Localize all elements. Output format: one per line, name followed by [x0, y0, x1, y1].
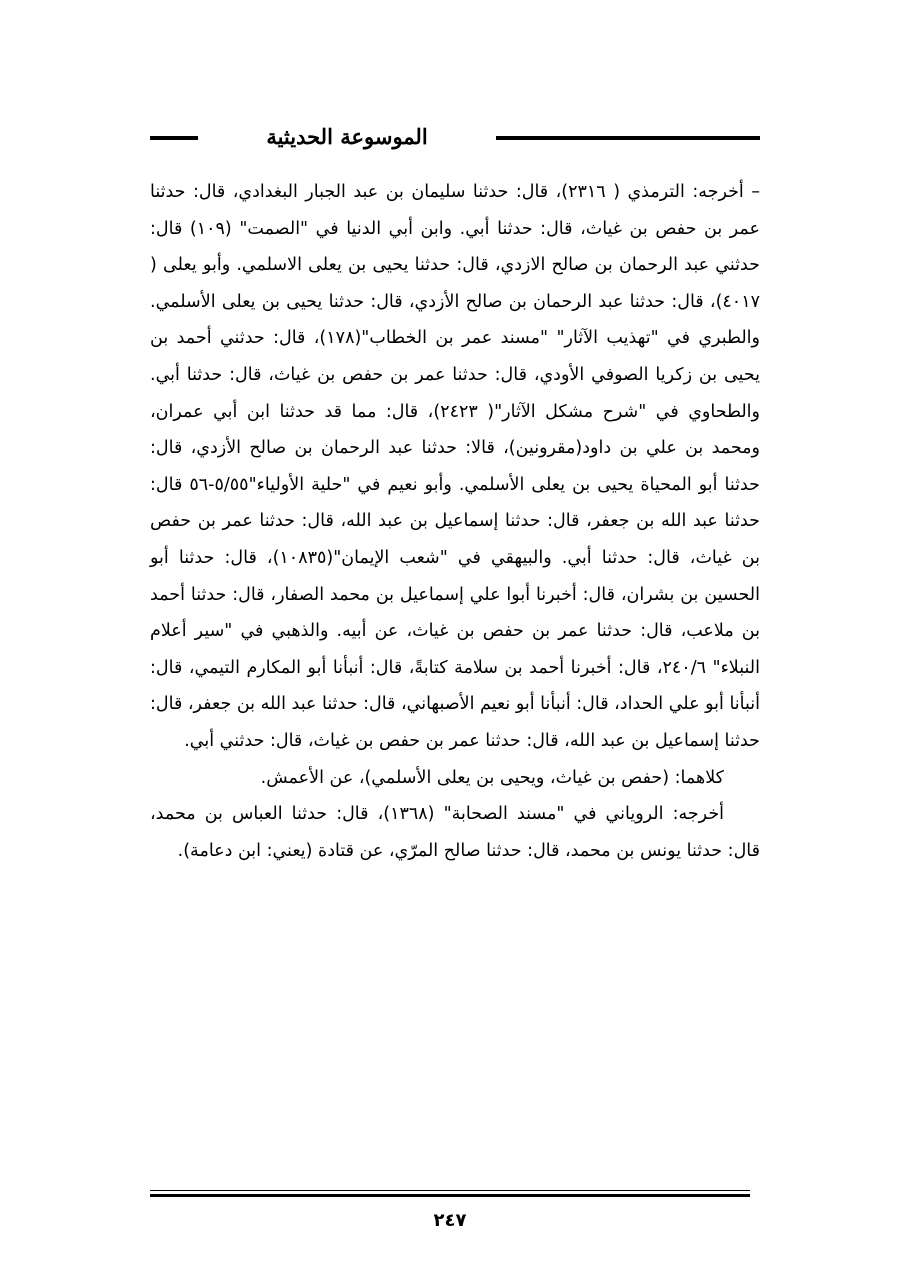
book-title: الموسوعة الحديثية [266, 124, 428, 149]
footer-rule [150, 1190, 750, 1197]
page-body [150, 174, 760, 869]
paragraph-takhrij-2: أخرجه: الروياني في "مسند الصحابة" (١٣٦٨)، قال: حدثنا العباس بن محمد، قال: حدثنا يونس بن محمد، قال: حدثنا صالح المرّي، عن قتادة (يعني: ابن دعامة). [150, 804, 760, 861]
header-rule-right [496, 136, 760, 140]
page-number: ٢٤٧ [433, 1210, 467, 1231]
header-rule-left [150, 136, 198, 140]
paragraph-summary: كلاهما: (حفص بن غياث، ويحيى بن يعلى الأسلمي)، عن الأعمش. [260, 767, 724, 788]
running-header [150, 118, 760, 158]
paragraph-takhrij-1: – أخرجه: الترمذي ( ٢٣١٦)، قال: حدثنا سليمان بن عبد الجبار البغدادي، قال: حدثنا عمر بن حفص بن غياث، قال: حدثنا أبي. وابن أبي الدنيا في "الصمت" (١٠٩) قال: حدثني عبد الرحمان بن صالح الازدي، قال: حدثنا يحيى بن يعلى الاسلمي. وأبو يعلى ( ٤٠١٧)، قال: حدثنا عبد الرحمان بن صالح الأزدي، قال: حدثنا يحيى بن يعلى الأسلمي. والطبري في "تهذيب الآثار" "مسند عمر بن الخطاب"(١٧٨)، قال: حدثني أحمد بن يحيى بن زكريا الصوفي الأودي، قال: حدثنا عمر بن حفص بن غياث، قال: حدثنا أبي. والطحاوي في "شرح مشكل الآثار"( ٢٤٢٣)، قال: مما قد حدثنا ابن أبي عمران، ومحمد بن علي بن داود(مقرونين)، قالا: حدثنا عبد الرحمان بن صالح الأزدي، قال: حدثنا أبو المحياة يحيى بن يعلى الأسلمي. وأبو نعيم في "حلية الأولياء"٥/٥٥-٥٦ قال: حدثنا عبد الله بن جعفر، قال: حدثنا إسماعيل بن عبد الله، قال: حدثنا عمر بن حفص بن غياث، قال: حدثنا أبي. والبيهقي في "شعب الإيمان"(١٠٨٣٥)، قال: حدثنا أبو الحسين بن بشران، قال: أخبرنا أبوا علي إسماعيل بن محمد الصفار، قال: حدثنا أحمد بن ملاعب، قال: حدثنا عمر بن حفص بن غياث، عن أبيه. والذهبي في "سير أعلام النبلاء" ٢٤٠/٦، قال: أخبرنا أحمد بن سلامة كتابةً، قال: أنبأنا أبو المكارم التيمي، قال: أنبأنا أبو علي الحداد، قال: أنبأنا أبو نعيم الأصبهاني، قال: حدثنا عبد الله بن جعفر، قال: حدثنا إسماعيل بن عبد الله، قال: حدثنا عمر بن حفص بن غياث، قال: حدثني أبي. [150, 182, 761, 751]
